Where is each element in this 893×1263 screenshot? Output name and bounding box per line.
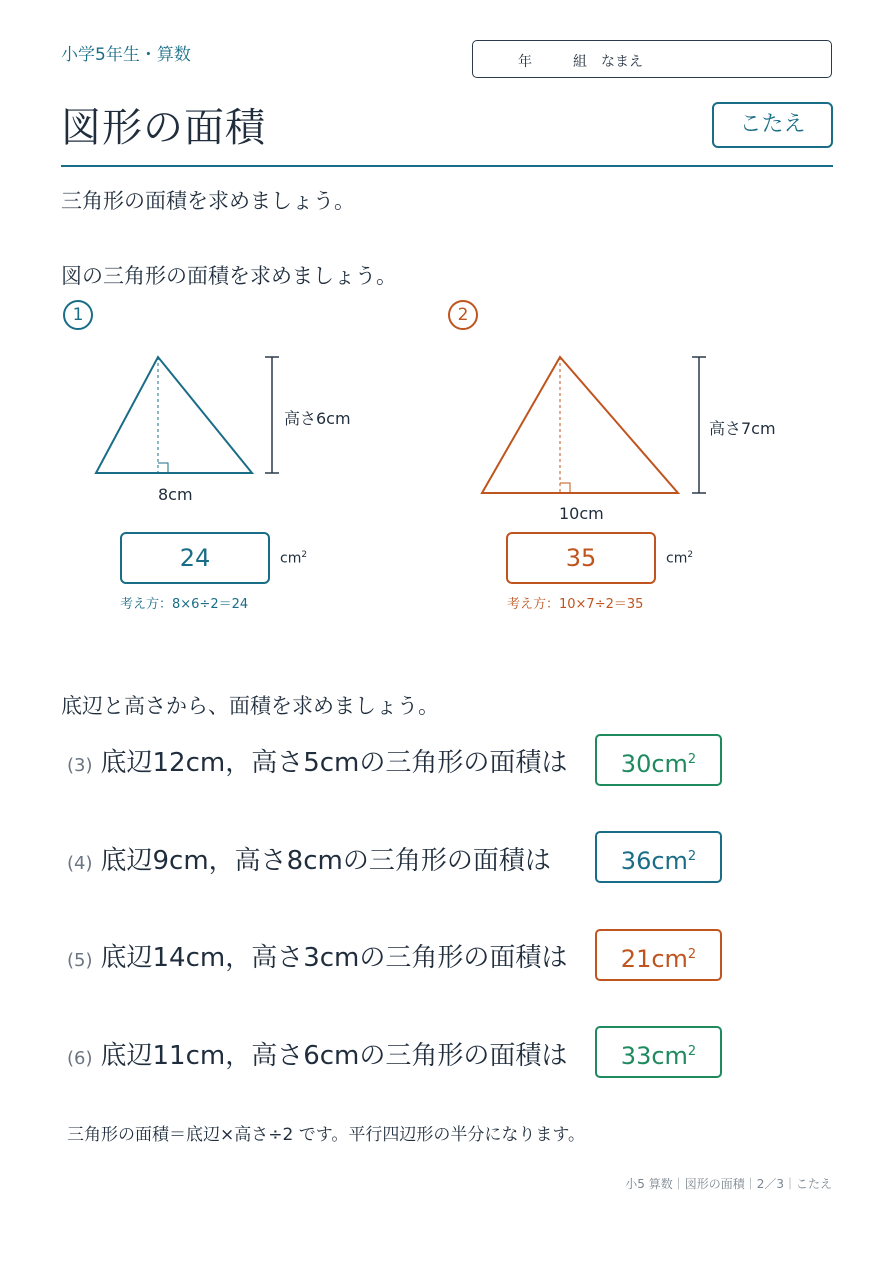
triangle-1-base-label: 8cm: [158, 485, 193, 504]
question-4-number: (4): [67, 853, 93, 874]
triangle-1: [96, 357, 252, 473]
page-title: 図形の面積: [61, 105, 266, 151]
header-divider: [61, 165, 833, 167]
question-5-answer-box[interactable]: $21cm^2$: [595, 929, 722, 981]
name-box[interactable]: [472, 40, 832, 78]
question-5: [67, 937, 567, 974]
problem-2-method: 考え方：10×7÷2＝35: [507, 597, 644, 612]
question-3: [67, 742, 567, 779]
grade-label: 小学5年生・算数: [61, 45, 191, 65]
question-3-number: (3): [67, 755, 93, 776]
question-6-answer-box[interactable]: $33cm^2$: [595, 1026, 722, 1078]
question-3-text: 底辺12cm，高さ5cmの三角形の面積は: [100, 748, 568, 778]
triangle-2: [482, 357, 678, 493]
problem-1-unit: $cm^2$: [280, 550, 308, 567]
intro-text: 三角形の面積を求めましょう。: [61, 189, 355, 213]
question-4-text: 底辺9cm，高さ8cmの三角形の面積は: [100, 846, 551, 876]
question-6-text: 底辺11cm，高さ6cmの三角形の面積は: [100, 1041, 568, 1071]
triangle-2-base-label: 10cm: [559, 504, 604, 523]
name-label: なまえ: [601, 54, 643, 70]
year-label: 年: [518, 54, 532, 70]
problem-2-number: 2: [448, 300, 478, 330]
triangle-2-right-angle: [560, 483, 570, 493]
problem-1-method: 考え方：8×6÷2＝24: [120, 597, 249, 612]
question-3-answer-box[interactable]: $30cm^2$: [595, 734, 722, 786]
problem-2-unit: $cm^2$: [666, 550, 694, 567]
question-5-text: 底辺14cm，高さ3cmの三角形の面積は: [100, 943, 568, 973]
page-footer: 小5 算数｜図形の面積｜2／3｜こたえ: [625, 1177, 832, 1191]
section1-instruction: 図の三角形の面積を求めましょう。: [61, 264, 397, 288]
answer-badge: こたえ: [712, 102, 833, 148]
formula-note: 三角形の面積＝底辺×高さ÷2 です。平行四辺形の半分になります。: [67, 1125, 585, 1145]
question-5-number: (5): [67, 950, 93, 971]
section2-instruction: 底辺と高さから、面積を求めましょう。: [61, 694, 439, 718]
question-4: [67, 840, 551, 877]
problem-1-number: 1: [63, 300, 93, 330]
triangle-1-figure: [80, 345, 380, 515]
class-label: 組: [573, 54, 587, 70]
problem-1-answer-box[interactable]: 24: [120, 532, 270, 584]
triangle-2-height-label: 高さ7cm: [709, 419, 776, 438]
triangle-1-height-label: 高さ6cm: [284, 409, 351, 428]
question-6-number: (6): [67, 1048, 93, 1069]
question-4-answer-box[interactable]: $36cm^2$: [595, 831, 722, 883]
problem-2-answer-box[interactable]: 35: [506, 532, 656, 584]
question-6: [67, 1035, 567, 1072]
triangle-1-right-angle: [158, 463, 168, 473]
